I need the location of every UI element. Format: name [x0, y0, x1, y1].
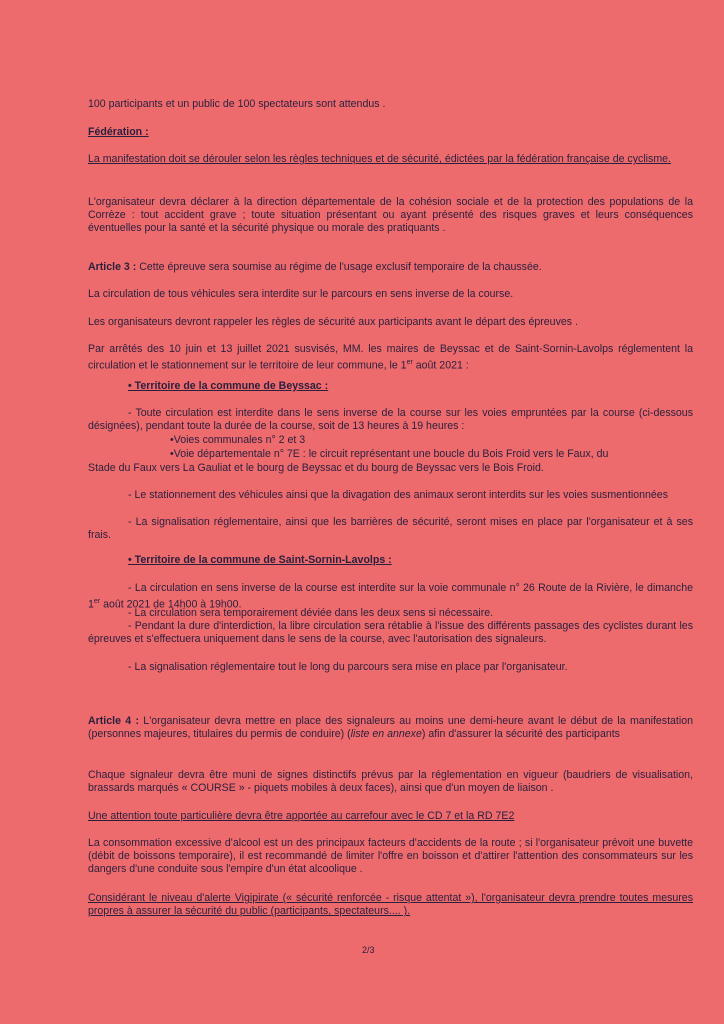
article4-p1: Chaque signaleur devra être muni de signes distinctifs prévus par la réglementation en vigueur (baudriers de visualisation, brassards marqués « COURSE » - piquets mobiles à deux faces), ainsi que d'un moyen de liaison . [88, 769, 693, 795]
article4-intro [88, 715, 693, 741]
article3-intro [88, 261, 693, 274]
ssl-p1-text: - La circulation en sens inverse de la course est interdite sur la voie communale n° 26 Route de la Rivière, le dimanche 1 [88, 582, 693, 611]
page-number: 2/3 [362, 945, 375, 955]
article3-p3-text: Par arrêtés des 10 juin et 13 juillet 2021 susvisés, MM. les maires de Beyssac et de Saint-Sornin-Lavolps réglementent la circulation et le stationnement sur le territoire de leur commune, le 1 [88, 343, 693, 372]
beyssac-heading: • Territoire de la commune de Beyssac : [128, 380, 329, 392]
article3-p3-end: août 2021 : [412, 359, 469, 372]
article3-label: Article 3 : [88, 261, 137, 273]
article3-p1: La circulation de tous véhicules sera interdite sur le parcours en sens inverse de la course. [88, 288, 514, 300]
article4-text: L'organisateur devra mettre en place des signaleurs au moins une demi-heure avant le début de la manifestation (personnes majeures, titulaires du permis de conduire) ( [88, 715, 693, 741]
federation-declaration: L'organisateur devra déclarer à la direction départementale de la cohésion sociale et de la protection des populations de la Corrèze : tout accident grave ; toute situation présentant ou ayant présenté des risques graves et leurs conséquences éventuelles pour la santé et la sécurité physique ou morale des pratiquants . [88, 196, 693, 235]
beyssac-p2: - Le stationnement des véhicules ainsi que la divagation des animaux seront interdits sur les voies susmentionnées [128, 489, 668, 501]
article4-p3: La consommation excessive d'alcool est un des principaux facteurs d'accidents de la route ; si l'organisateur prévoit une buvette (débit de boissons temporaire), il est recommandé de limiter l'offre en boisson et d'attirer l'attention des consommateurs sur les dangers d'une conduite sous l'empire d'un état alcoolique . [88, 837, 693, 876]
beyssac-bullet-2-cont: Stade du Faux vers La Gauliat et le bourg de Beyssac et du bourg de Beyssac vers le Bois Froid. [88, 462, 544, 474]
ssl-p1-end: août 2021 de 14h00 à 19h00. [100, 598, 242, 611]
article3-p3-sup: er [406, 359, 413, 367]
beyssac-p1: - Toute circulation est interdite dans le sens inverse de la course sur les voies empruntées par la course (ci-dessous désignées), pendant toute la durée de la course, soit de 13 heures à 19 heures : [88, 407, 693, 433]
ssl-p3: - Pendant la dure d'interdiction, la libre circulation sera rétablie à l'issue des différents passages des cyclistes durant les épreuves et s'effectuera uniquement dans le sens de la course, avec l'autorisation des signaleurs. [88, 620, 693, 646]
ssl-p1-sup: er [93, 598, 101, 606]
beyssac-bullet-1: •Voies communales n° 2 et 3 [170, 434, 306, 446]
federation-rules: La manifestation doit se dérouler selon les règles techniques et de sécurité, édictées par la fédération française de cyclisme. [88, 153, 671, 165]
article3-text: Cette épreuve sera soumise au régime de l'usage exclusif temporaire de la chaussée. [136, 261, 542, 273]
beyssac-bullet-2: •Voie départementale n° 7E : le circuit représentant une boucle du Bois Froid vers le Faux, du [170, 448, 609, 460]
ssl-p4: - La signalisation réglementaire tout le long du parcours sera mise en place par l'organisateur. [128, 661, 568, 673]
article4-label: Article 4 : [88, 715, 139, 727]
article4-text-end: ) afin d'assurer la sécurité des participants [421, 728, 620, 741]
article4-annex-note: liste en annexe [350, 728, 422, 741]
ssl-heading: • Territoire de la commune de Saint-Sornin-Lavolps : [128, 554, 392, 566]
article4-p2: Une attention toute particulière devra être apportée au carrefour avec le CD 7 et la RD 7E2 [88, 810, 515, 822]
article3-p3 [88, 343, 693, 373]
beyssac-p3: - La signalisation réglementaire, ainsi que les barrières de sécurité, seront mises en place par l'organisateur et à ses frais. [88, 516, 693, 542]
article3-p2: Les organisateurs devront rappeler les règles de sécurité aux participants avant le départ des épreuves . [88, 316, 578, 328]
intro-text: 100 participants et un public de 100 spectateurs sont attendus . [88, 98, 386, 110]
article4-p4: Considérant le niveau d'alerte Vigipirate (« sécurité renforcée - risque attentat »), l'organisateur devra prendre toutes mesures propres à assurer la sécurité du public (participants, spectateurs.... ). [88, 892, 693, 918]
federation-heading: Fédération : [88, 126, 149, 138]
ssl-p2: - La circulation sera temporairement déviée dans les deux sens si nécessaire. [128, 607, 494, 619]
